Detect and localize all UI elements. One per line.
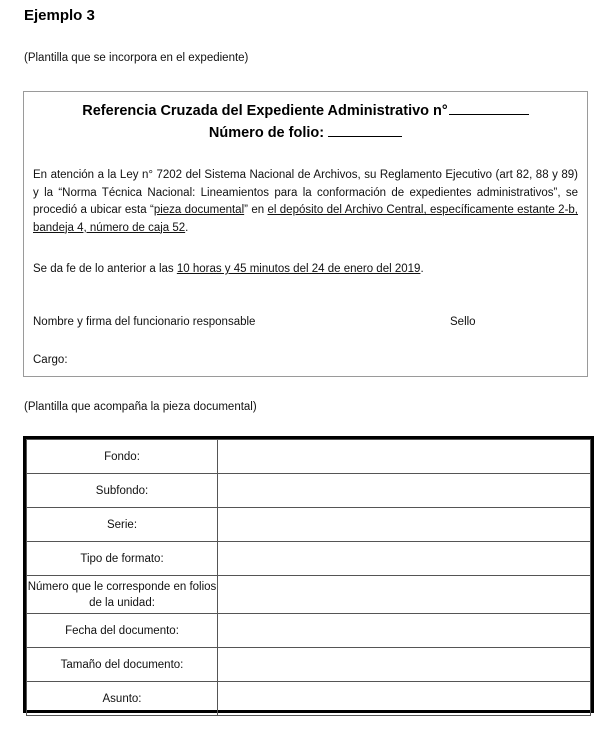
- row-value-tipo-formato[interactable]: [218, 542, 591, 576]
- row-label-subfondo: Subfondo:: [27, 474, 218, 508]
- table-row: [27, 614, 591, 648]
- paragraph-text: En atención a la Ley n° 7202 del Sistema Nacional de Archivos, su Reglamento Ejecutivo (art 82, 88 y 89) y la “Norma Técnica Nacional: Lineamientos para la conformación de expedientes administrativos”, se procedió a ubicar esta “: [33, 169, 578, 216]
- row-value-asunto[interactable]: [218, 682, 591, 716]
- piece-type-text: pieza documental: [153, 204, 245, 216]
- row-label-numero-folios: Número que le corresponde en folios de la unidad:: [27, 576, 218, 614]
- document-piece-table: [23, 436, 594, 713]
- row-label-asunto: Asunto:: [27, 682, 218, 716]
- table-row: [27, 440, 591, 474]
- expediente-number-blank[interactable]: [449, 101, 529, 115]
- paragraph-text: Se da fe de lo anterior a las: [33, 263, 177, 275]
- row-label-tipo-formato: Tipo de formato:: [27, 542, 218, 576]
- legal-basis-paragraph: [33, 167, 578, 237]
- seal-label: Sello: [450, 316, 476, 328]
- row-value-tamano[interactable]: [218, 648, 591, 682]
- example-heading: Ejemplo 3: [24, 7, 95, 24]
- row-value-subfondo[interactable]: [218, 474, 591, 508]
- cross-reference-box: [23, 91, 588, 377]
- template-note-pieza: (Plantilla que acompaña la pieza documental): [24, 401, 257, 413]
- paragraph-text: .: [420, 263, 424, 275]
- table-row: [27, 474, 591, 508]
- attestation-paragraph: [33, 261, 578, 279]
- cross-reference-title-line: [24, 100, 587, 122]
- table-row: [27, 542, 591, 576]
- row-value-numero-folios[interactable]: [218, 576, 591, 614]
- row-value-fecha[interactable]: [218, 614, 591, 648]
- row-label-fondo: Fondo:: [27, 440, 218, 474]
- paragraph-text: .: [185, 221, 189, 234]
- row-label-tamano: Tamaño del documento:: [27, 648, 218, 682]
- table-row: [27, 682, 591, 716]
- row-value-serie[interactable]: [218, 508, 591, 542]
- table-row: [27, 648, 591, 682]
- attestation-datetime: 10 horas y 45 minutos del 24 de enero del 2019: [176, 263, 421, 275]
- folio-number-blank[interactable]: [328, 123, 402, 137]
- folio-line: [24, 122, 587, 144]
- row-label-serie: Serie:: [27, 508, 218, 542]
- position-label: Cargo:: [33, 354, 68, 366]
- paragraph-text: ” en: [244, 204, 268, 216]
- folio-label: Número de folio:: [208, 125, 325, 141]
- table-row: [27, 508, 591, 542]
- row-value-fondo[interactable]: [218, 440, 591, 474]
- cross-reference-title: Referencia Cruzada del Expediente Administrativo n°: [82, 103, 448, 119]
- signature-label: Nombre y firma del funcionario responsable: [33, 316, 256, 328]
- table-row: [27, 576, 591, 614]
- template-note-expediente: (Plantilla que se incorpora en el expediente): [24, 52, 249, 64]
- storage-location-text: el depósito del Archivo Central, específicamente estante 2-b, bandeja 4, número de caja 52: [33, 204, 579, 234]
- row-label-fecha: Fecha del documento:: [27, 614, 218, 648]
